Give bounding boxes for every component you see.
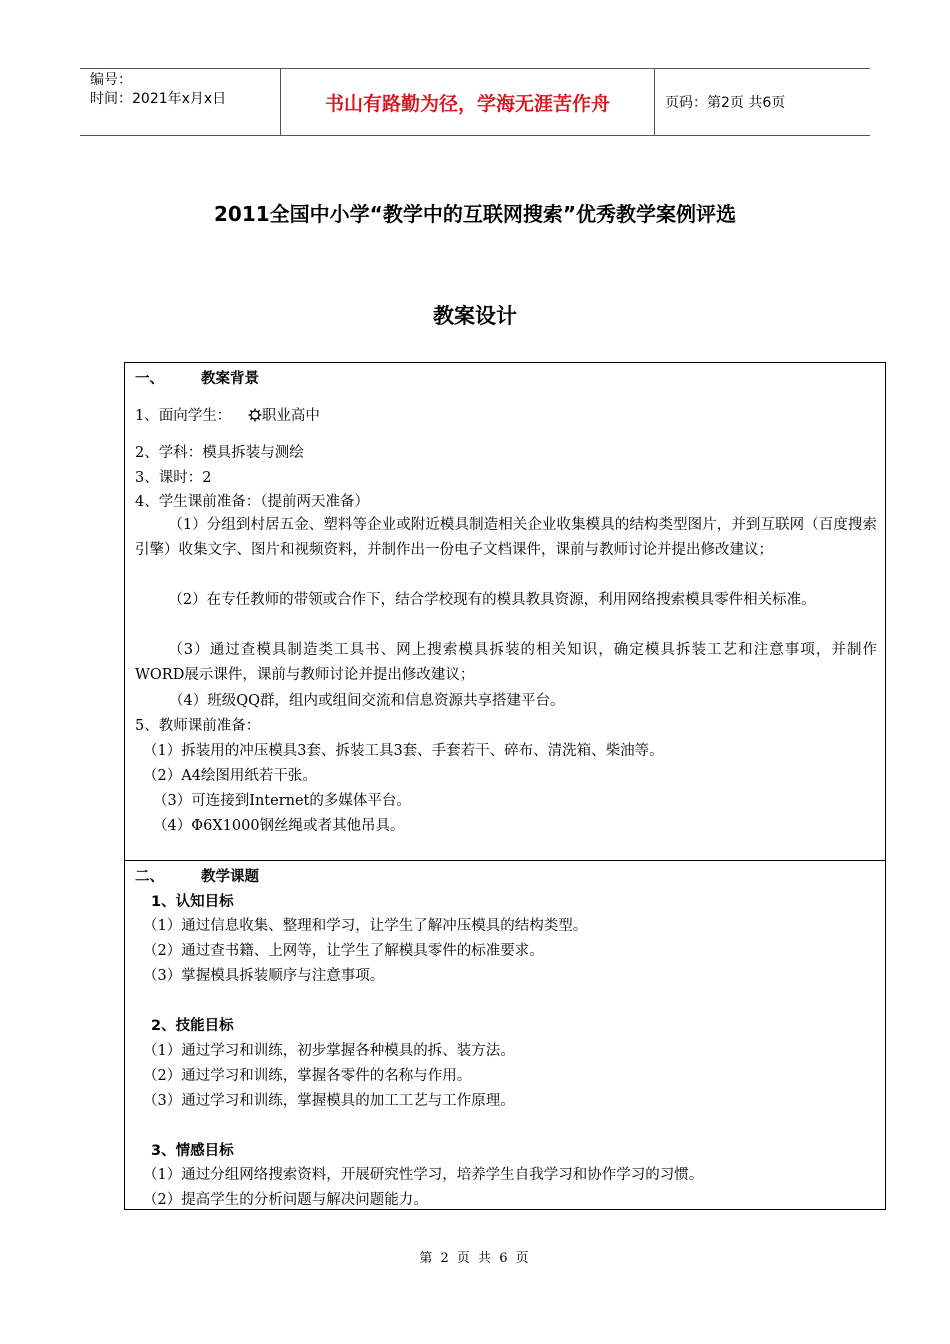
document-title: 2011全国中小学“教学中的互联网搜索”优秀教学案例评选 [214,202,736,226]
section2-number: 二、 [135,869,164,885]
section1-title: 教案背景 [201,371,259,387]
header-date: 时间：2021年x月x日 [90,91,227,107]
student-prep-4: （4）班级QQ群，组内或组间交流和信息资源共享搭建平台。 [169,693,565,709]
section1-number: 一、 [135,371,164,387]
goal-cognitive-title: 1、认知目标 [151,894,234,910]
goal-skill-3: （3）通过学习和训练，掌握模具的加工工艺与工作原理。 [143,1093,515,1109]
document-subtitle: 教案设计 [433,304,517,328]
teacher-prep-3: （3）可连接到Internet的多媒体平台。 [153,793,411,809]
item-subject: 2、学科：模具拆装与测绘 [135,445,304,461]
gear-icon [248,408,262,426]
section-lesson-background [124,362,886,861]
goal-emotion-title: 3、情感目标 [151,1143,234,1159]
section-teaching-topic [124,860,886,1210]
item-target-students [135,404,320,426]
item1-label: 1、面向学生： [135,408,232,424]
item-student-prep: 4、学生课前准备：（提前两天准备） [135,494,369,510]
student-prep-1: （1）分组到村居五金、塑料等企业或附近模具制造相关企业收集模具的结构类型图片，并到互联网（百度搜索引擎）收集文字、图片和视频资料，并制作出一份电子文档课件，课前与教师讨论并提出修改建议； [135,517,877,558]
section2-heading [135,865,259,886]
goal-skill-title: 2、技能目标 [151,1018,234,1034]
header-meta [80,69,280,135]
teacher-prep-1: （1）拆装用的冲压模具3套、拆装工具3套、手套若干、碎布、清洗箱、柴油等。 [143,743,664,759]
page-header [80,68,870,136]
header-page-info: 页码：第2页 共6页 [665,95,786,111]
goal-cognitive-3: （3）掌握模具拆装顺序与注意事项。 [143,968,385,984]
student-prep-2: （2）在专任教师的带领或合作下，结合学校现有的模具教具资源，利用网络搜索模具零件相关标准。 [168,592,816,608]
teacher-prep-4: （4）Φ6X1000钢丝绳或者其他吊具。 [153,818,405,834]
goal-skill-1: （1）通过学习和训练，初步掌握各种模具的拆、装方法。 [143,1043,515,1059]
header-number: 编号： [90,72,132,88]
item-class-hours: 3、课时：2 [135,470,212,486]
goal-skill-2: （2）通过学习和训练，掌握各零件的名称与作用。 [143,1068,472,1084]
item-teacher-prep: 5、教师课前准备： [135,718,261,734]
goal-cognitive-1: （1）通过信息收集、整理和学习，让学生了解冲压模具的结构类型。 [143,918,588,934]
header-motto: 书山有路勤为径，学海无涯苦作舟 [280,69,655,135]
teacher-prep-2: （2）A4绘图用纸若干张。 [143,768,317,784]
section2-title: 教学课题 [201,869,259,885]
student-prep-3: （3）通过查模具制造类工具书、网上搜索模具拆装的相关知识，确定模具拆装工艺和注意事项，并制作WORD展示课件，课前与教师讨论并提出修改建议； [135,642,877,683]
item1-value: 职业高中 [261,408,320,424]
goal-emotion-1: （1）通过分组网络搜索资料，开展研究性学习，培养学生自我学习和协作学习的习惯。 [143,1167,704,1183]
goal-cognitive-2: （2）通过查书籍、上网等，让学生了解模具零件的标准要求。 [143,943,544,959]
section1-heading [135,367,259,388]
page-footer: 第 2 页 共 6 页 [419,1251,531,1266]
goal-emotion-2: （2）提高学生的分析问题与解决问题能力。 [143,1192,428,1208]
